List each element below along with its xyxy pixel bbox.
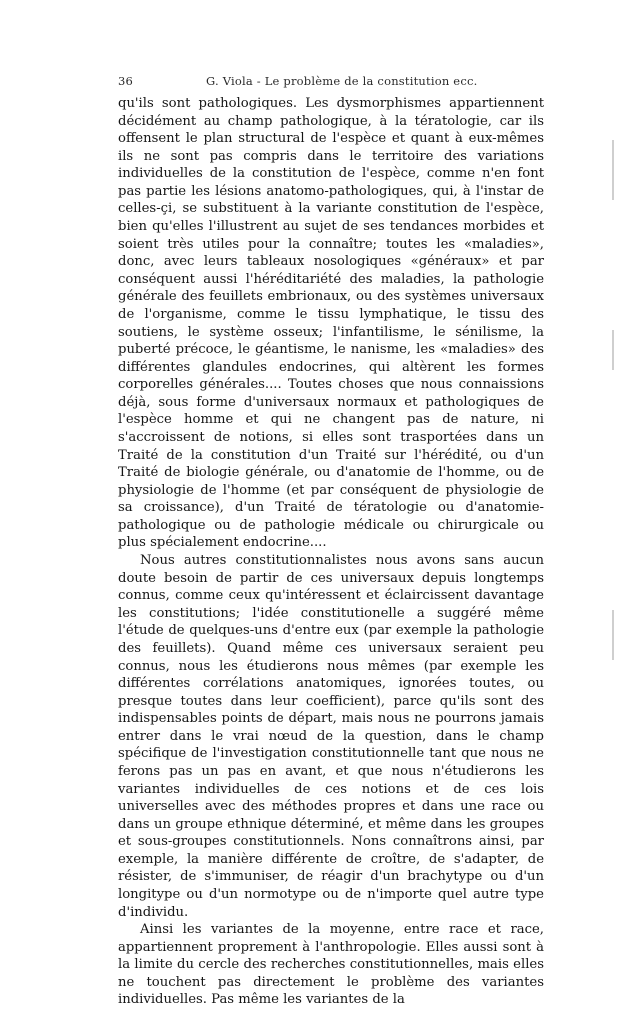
body-text [118,95,544,1009]
scan-edge-mark [612,140,614,200]
running-title: G. Viola - Le problème de la constitution ecc. [206,74,478,88]
paragraph-variants: Ainsi les variantes de la moyenne, entre race et race, appartiennent proprement à l'anthropologie. Elles aussi sont à la limite du cercle des recherches constitutionnelles, mais elles ne touchent pas directement le problème des variantes individuelles. Pas même les variantes de la [118,922,544,1008]
scan-edge-mark [612,610,614,660]
scan-edge-mark [612,330,614,370]
page-number: 36 [118,74,134,88]
paragraph-continuation: qu'ils sont pathologiques. Les dysmorphismes appartiennent décidément au champ pathologique, à la tératologie, car ils offensent le plan structural de l'espèce et quant à eux-mêmes ils ne sont pas compris dans le territoire des variations individuelles de la constitution de l'espèce, comme n'en font pas partie les lésions anatomo-pathologiques, qui, à l'instar de celles-çi, se substituent à la variante constitution de l'espèce, bien qu'elles l'illustrent au sujet de ses tendances morbides et soient très utiles pour la connaître; toutes les «maladies», donc, avec leurs tableaux nosologiques «généraux» et par conséquent aussi l'héréditariété des maladies, la pathologie générale des feuillets embrionaux, ou des systèmes universaux de l'organisme, comme le tissu lymphatique, le tissu des soutiens, le système osseux; l'infantilisme, le sénilisme, la puberté précoce, le géantisme, le nanisme, les «maladies» des différentes glandules endocrines, qui altèrent les formes corporelles générales.... Toutes choses que nous connaissions déjà, sous forme d'universaux normaux et pathologiques de l'espèce homme et qui ne changent pas de nature, ni s'accroissent de notions, si elles sont trasportées dans un Traité de la constitution d'un Traité sur l'hérédité, ou d'un Traité de biologie générale, ou d'anatomie de l'homme, ou de physiologie de l'homme (et par conséquent de physiologie de sa croissance), d'un Traité de tératologie ou d'anatomie-pathologique ou de pathologie médicale ou chirurgicale ou plus spécialement endocrine.... [118,96,544,551]
running-head [118,74,544,90]
paragraph-constitutionalists: Nous autres constitutionnalistes nous avons sans aucun doute besoin de partir de ces universaux depuis longtemps connus, comme ceux qu'intéressent et éclaircissent davantage les constitutions; l'idée constitutionelle a suggéré même l'étude de quelques-uns d'entre eux (par exemple la pathologie des feuillets). Quand même ces universaux seraient peu connus, nous les étudierons nous mêmes (par exemple les différentes corrélations anatomiques, ignorées toutes, ou presque toutes dans leur coefficient), parce qu'ils sont des indispensables points de départ, mais nous ne pourrons jamais entrer dans le vrai nœud de la question, dans le champ spécifique de l'investigation constitutionnelle tant que nous ne ferons pas un pas en avant, et que nous n'étudierons les variantes individuelles de ces notions et de ces lois universelles avec des méthodes propres et dans une race ou dans un groupe ethnique déterminé, et même dans les groupes et sous-groupes constitutionnels. Nons connaîtrons ainsi, par exemple, la manière différente de croître, de s'adapter, de résister, de s'immuniser, de réagir d'un brachytype ou d'un longitype ou d'un normotype ou de n'importe quel autre type d'individu. [118,553,544,920]
